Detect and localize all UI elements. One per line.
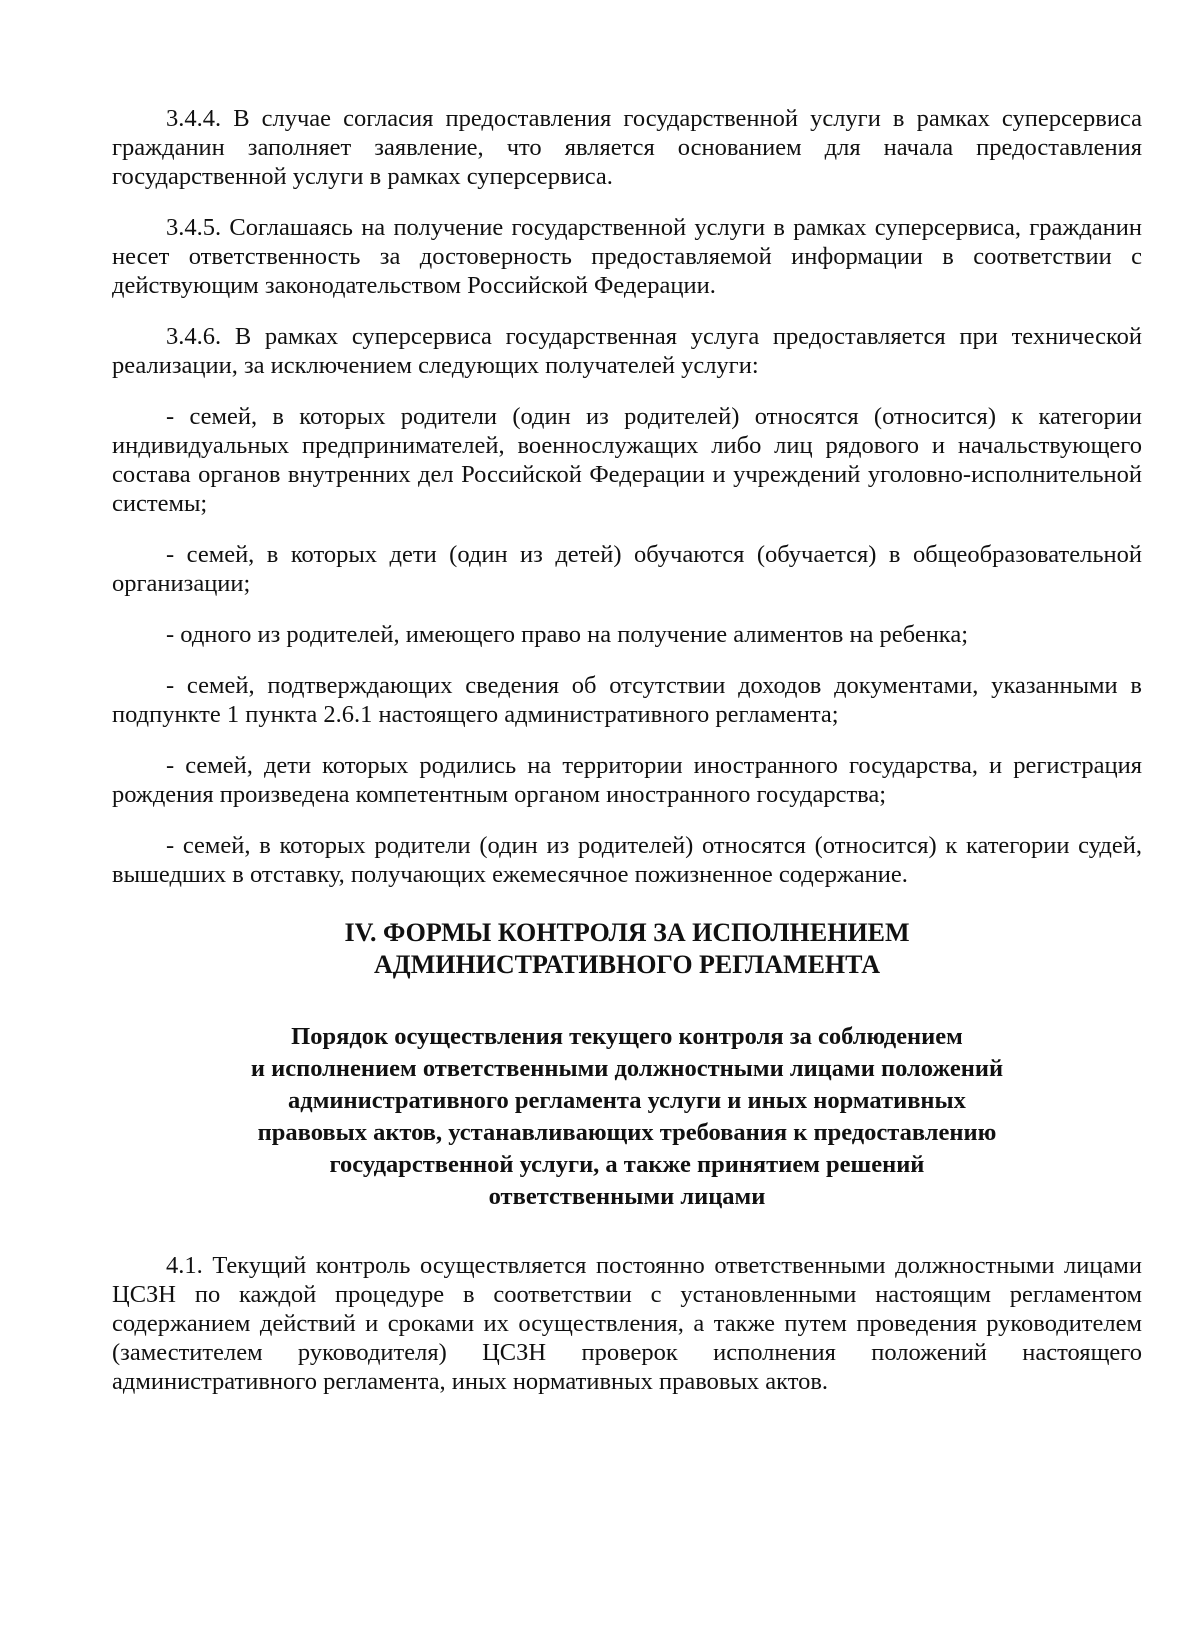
section-heading xyxy=(112,917,1142,981)
sub-heading-line: государственной услуги, а также принятием решений xyxy=(329,1151,925,1178)
paragraph-3-4-5: 3.4.5. Соглашаясь на получение государственной услуги в рамках суперсервиса, гражданин несет ответственность за достоверность предоставляемой информации в соответствии с действующим законодательством Российской Федерации. xyxy=(112,214,1142,299)
list-item-no-income: - семей, подтверждающих сведения об отсутствии доходов документами, указанными в подпункте 1 пункта 2.6.1 настоящего административного регламента; xyxy=(112,672,1142,728)
sub-heading-line: административного регламента услуги и иных нормативных xyxy=(288,1087,966,1114)
list-item-students: - семей, в которых дети (один из детей) обучаются (обучается) в общеобразовательной организации; xyxy=(112,541,1142,597)
sub-heading-line: правовых актов, устанавливающих требования к предоставлению xyxy=(257,1119,997,1146)
list-item-foreign-birth: - семей, дети которых родились на территории иностранного государства, и регистрация рождения произведена компетентным органом иностранного государства; xyxy=(112,752,1142,808)
list-item-entrepreneurs: - семей, в которых родители (один из родителей) относятся (относится) к категории индивидуальных предпринимателей, военнослужащих либо лиц рядового и начальствующего состава органов внутренних дел Российской Федерации и учреждений уголовно-исполнительной системы; xyxy=(112,403,1142,517)
sub-heading xyxy=(112,1021,1142,1213)
sub-heading-line: ответственными лицами xyxy=(488,1183,766,1210)
section-heading-line: АДМИНИСТРАТИВНОГО РЕГЛАМЕНТА xyxy=(374,950,880,979)
list-item-retired-judges: - семей, в которых родители (один из родителей) относятся (относится) к категории судей, вышедших в отставку, получающих ежемесячное пожизненное содержание. xyxy=(112,832,1142,888)
document-page xyxy=(112,104,1142,1396)
sub-heading-line: и исполнением ответственными должностными лицами положений xyxy=(250,1055,1004,1082)
section-heading-line: IV. ФОРМЫ КОНТРОЛЯ ЗА ИСПОЛНЕНИЕМ xyxy=(344,918,910,947)
paragraph-4-1: 4.1. Текущий контроль осуществляется постоянно ответственными должностными лицами ЦСЗН по каждой процедуре в соответствии с установленными настоящим регламентом содержанием действий и сроками их осуществления, а также путем проведения руководителем (заместителем руководителя) ЦСЗН проверок исполнения положений настоящего административного регламента, иных нормативных правовых актов. xyxy=(112,1252,1142,1395)
list-item-alimony: - одного из родителей, имеющего право на получение алиментов на ребенка; xyxy=(166,621,969,648)
sub-heading-line: Порядок осуществления текущего контроля за соблюдением xyxy=(291,1023,963,1050)
paragraph-3-4-6: 3.4.6. В рамках суперсервиса государственная услуга предоставляется при технической реализации, за исключением следующих получателей услуги: xyxy=(112,323,1142,379)
paragraph-3-4-4: 3.4.4. В случае согласия предоставления государственной услуги в рамках суперсервиса гражданин заполняет заявление, что является основанием для начала предоставления государственной услуги в рамках суперсервиса. xyxy=(112,105,1142,190)
